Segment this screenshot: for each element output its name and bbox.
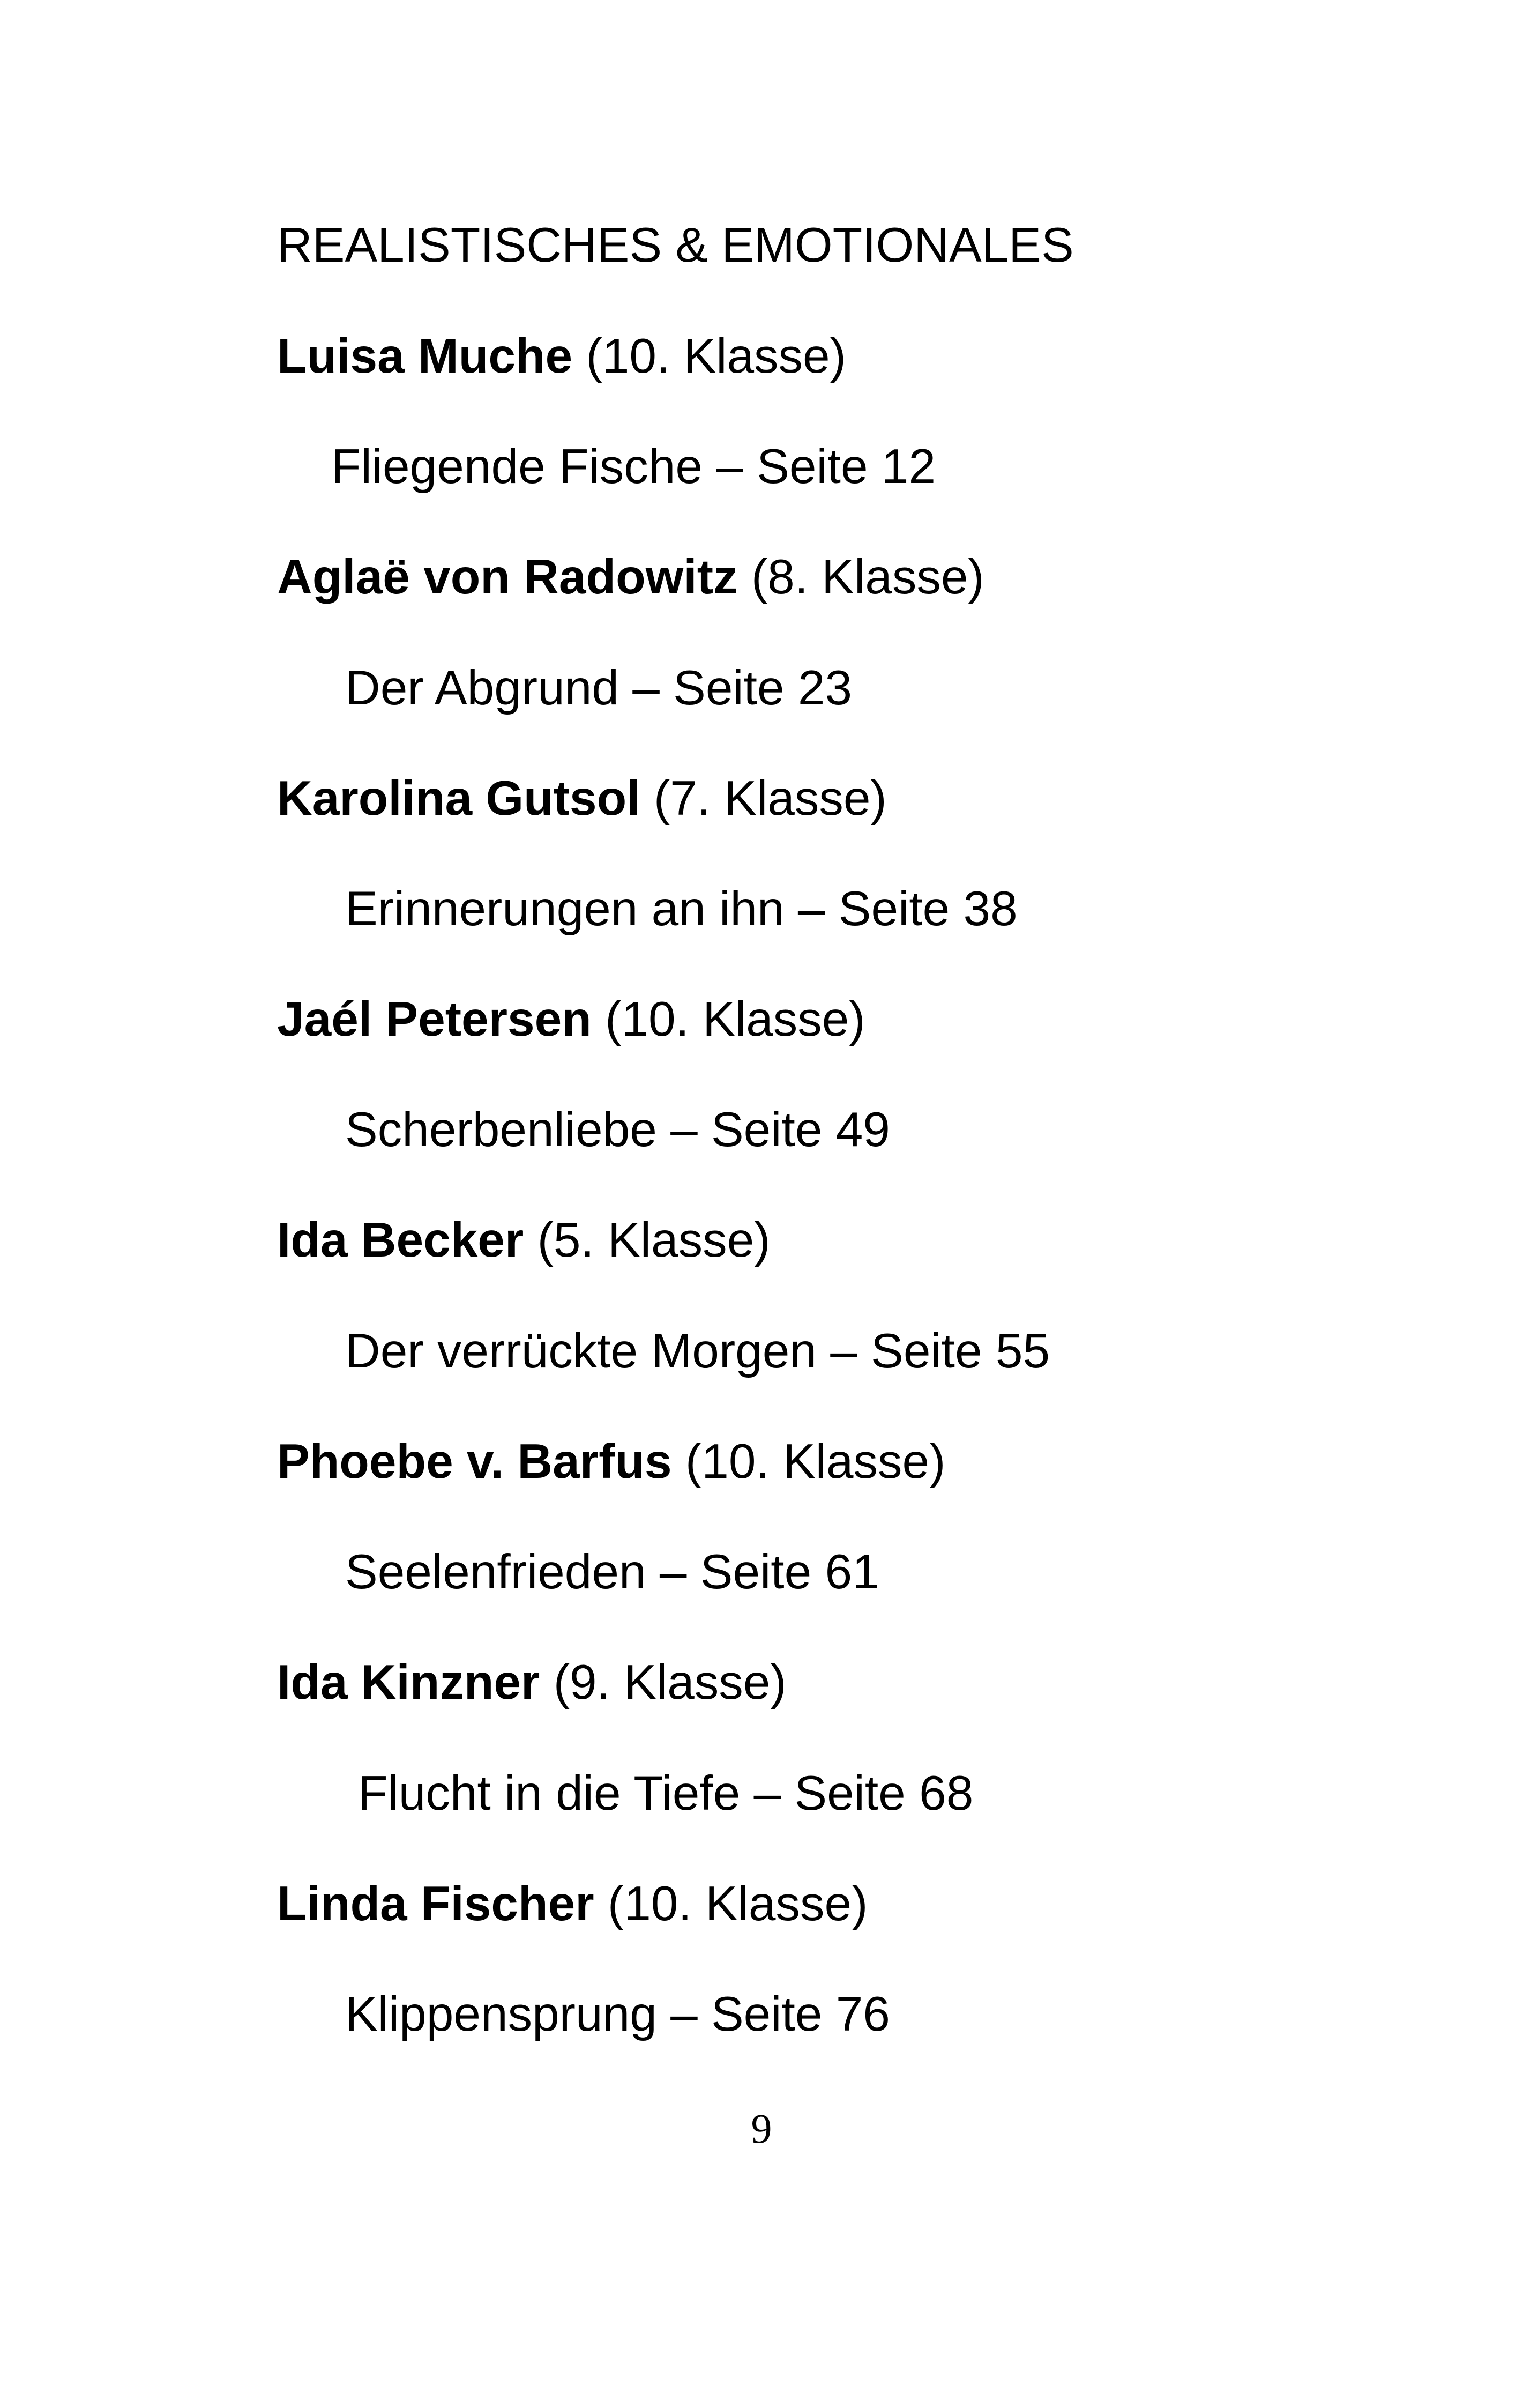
author-line (277, 771, 887, 826)
author-name: Aglaë von Radowitz (277, 550, 738, 604)
author-grade: (7. Klasse) (640, 771, 887, 826)
author-grade: (10. Klasse) (591, 992, 865, 1046)
author-grade: (9. Klasse) (540, 1655, 787, 1710)
story-entry: Fliegende Fische – Seite 12 (331, 440, 936, 494)
author-name: Linda Fischer (277, 1877, 594, 1931)
author-name: Ida Kinzner (277, 1655, 540, 1710)
author-name: Phoebe v. Barfus (277, 1435, 672, 1489)
story-entry: Seelenfrieden – Seite 61 (345, 1545, 879, 1599)
author-line (277, 1655, 787, 1710)
story-entry: Erinnerungen an ihn – Seite 38 (345, 882, 1018, 936)
author-line (277, 550, 984, 604)
author-line (277, 329, 846, 383)
author-name: Jaél Petersen (277, 992, 592, 1046)
author-grade: (10. Klasse) (572, 329, 846, 383)
author-line (277, 992, 865, 1046)
author-line (277, 1213, 771, 1267)
story-entry: Der Abgrund – Seite 23 (345, 661, 853, 715)
author-grade: (8. Klasse) (737, 550, 984, 604)
author-name: Karolina Gutsol (277, 771, 640, 826)
author-name: Ida Becker (277, 1213, 524, 1267)
section-heading: REALISTISCHES & EMOTIONALES (277, 218, 1074, 272)
story-entry: Klippensprung – Seite 76 (345, 1987, 890, 2041)
author-line (277, 1435, 946, 1489)
author-line (277, 1877, 868, 1931)
story-entry: Flucht in die Tiefe – Seite 68 (358, 1766, 974, 1820)
author-grade: (10. Klasse) (671, 1435, 946, 1489)
story-entry: Scherbenliebe – Seite 49 (345, 1103, 890, 1157)
author-grade: (5. Klasse) (524, 1213, 771, 1267)
page-number: 9 (751, 2105, 772, 2152)
story-entry: Der verrückte Morgen – Seite 55 (345, 1324, 1050, 1378)
author-grade: (10. Klasse) (594, 1877, 868, 1931)
author-name: Luisa Muche (277, 329, 573, 383)
